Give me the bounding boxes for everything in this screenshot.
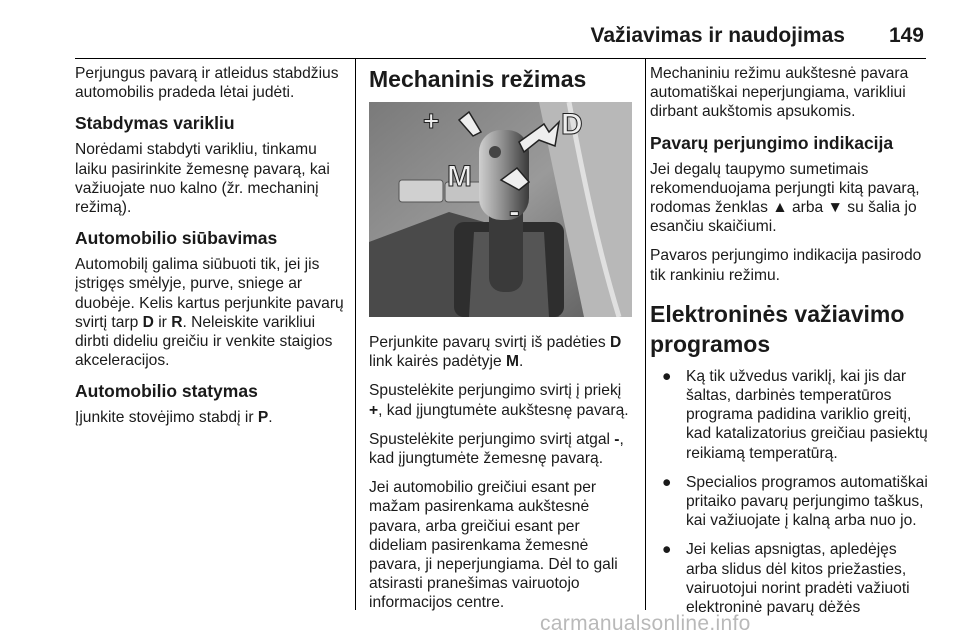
section-title: Važiavimas ir naudojimas [590, 24, 845, 47]
column-middle [369, 64, 637, 623]
plus-label: + [423, 105, 440, 136]
m-label: M [447, 160, 472, 193]
list-item: ● Specialios programos automatiškai pritaiko pavarų perjungimo taškus, kai važiuojate į kalną arba nuo jo. [662, 473, 928, 530]
column-divider-2 [645, 58, 646, 610]
manual-mode-heading: Mechaninis režimas [369, 66, 587, 92]
p1: Perjunkite pavarų svirtį iš padėties D link kairės padėtyje M. [369, 334, 622, 371]
engine-braking-text: Norėdami stabdyti varikliu, tinkamu laiku pasirinkite žemesnę pavarą, kai važiuojate nuo kalno (žr. mechaninį režimą). [75, 141, 330, 217]
indication-p1: Jei degalų taupymo sumetimais rekomenduojama perjungti kitą pavarą, rodomas ženklas ▲ arba ▼ su šalia jo esančiu skaičiumi. [650, 160, 920, 236]
bullet-icon: ● [662, 541, 672, 559]
bullet-icon: ● [662, 473, 672, 491]
list-item: ● Ką tik užvedus variklį, kai jis dar šaltas, darbinės temperatūros programa padidina variklio greitį, kad katalizatorius greičiau pasiektų reikiamą temperatūrą. [662, 367, 928, 462]
minus-label: - [509, 193, 520, 229]
intro-paragraph: Perjungus pavarą ir atleidus stabdžius automobilis pradeda lėtai judėti. [75, 65, 339, 102]
key-d: D [142, 313, 154, 331]
parking-heading: Automobilio statymas [75, 381, 258, 402]
manual-intro: Mechaniniu režimu aukštesnė pavara automatiškai neperjungiama, varikliui dirbant aukštomis apsukomis. [650, 65, 909, 121]
list-item: ● Jei kelias apsnigtas, apledėjęs arba slidus dėl kitos priežasties, vairuotojui norint pradėti važiuoti elektroninė pavarų dėžės [662, 541, 910, 617]
electronic-list [650, 367, 930, 617]
electronic-heading: Elektroninės važiavimo programos [650, 300, 905, 357]
column-left [75, 64, 347, 438]
rocking-heading: Automobilio siūbavimas [75, 228, 278, 249]
watermark: carmanualsonline.info [540, 612, 751, 635]
bullet-icon: ● [662, 367, 672, 385]
d-label: D [561, 108, 583, 141]
p2: Spustelėkite perjungimo svirtį į priekį +, kad įjungtumėte aukštesnę pavarą. [369, 382, 629, 419]
key-p: P [257, 409, 269, 427]
indication-p2: Pavaros perjungimo indikacija pasirodo tik rankiniu režimu. [650, 247, 922, 284]
indication-heading: Pavarų perjungimo indikacija [650, 132, 894, 153]
page-number: 149 [888, 24, 924, 47]
gear-lever-illustration [369, 102, 632, 317]
engine-braking-heading: Stabdymas varikliu [75, 113, 235, 134]
parking-text: Įjunkite stovėjimo stabdį ir P. [75, 409, 273, 427]
p3: Spustelėkite perjungimo svirtį atgal -, kad įjungtumėte žemesnę pavarą. [369, 430, 624, 468]
column-right [650, 64, 930, 627]
header-rule [75, 58, 926, 59]
column-divider-1 [355, 58, 356, 610]
key-r: R [171, 313, 183, 331]
p4: Jei automobilio greičiui esant per mažam pasirenkama aukštesnė pavara, arba greičiui esant per dideliam pasirenkama žemesnė pavara, ji neperjungiama. Dėl to gali atsirasti pranešimas vairuotojo informacijos centre. [369, 479, 618, 612]
gear-lever-photo [369, 102, 632, 317]
rocking-text: Automobilį galima siūbuoti tik, jei jis įstrigęs smėlyje, purve, sniege ar duobėje. Kelis kartus perjunkite pavarų svirtį tarp D ir R. Neleiskite varikliui dirbti dideliu greičiu ir venkite staigios akceleracijos. [75, 256, 344, 370]
page-header [360, 24, 924, 58]
